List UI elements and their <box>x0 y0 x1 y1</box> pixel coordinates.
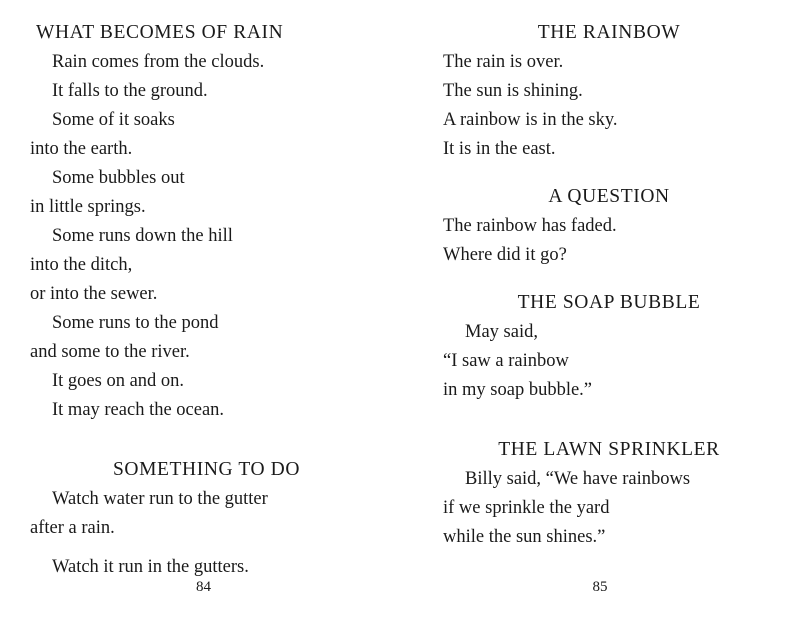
text-line: or into the sewer. <box>30 284 158 304</box>
text-line: A rainbow is in the sky. <box>443 110 618 130</box>
section-heading: SOMETHING TO DO <box>112 459 301 480</box>
section-heading: THE LAWN SPRINKLER <box>498 439 720 460</box>
section-heading: A QUESTION <box>548 186 670 207</box>
text-line: Watch water run to the gutter <box>52 489 268 509</box>
text-line: in my soap bubble.” <box>443 380 593 400</box>
text-line: after a rain. <box>30 518 115 538</box>
section-what-becomes-of-rain <box>30 22 383 425</box>
section-heading: THE RAINBOW <box>537 22 681 43</box>
section-the-rainbow <box>443 22 775 164</box>
page-number-right: 85 <box>592 579 608 595</box>
text-line: It may reach the ocean. <box>52 400 225 420</box>
text-line: It goes on and on. <box>52 371 185 391</box>
text-line: The rain is over. <box>443 52 564 72</box>
text-line: It falls to the ground. <box>52 81 208 101</box>
text-line: Some runs to the pond <box>52 313 219 333</box>
section-spacer <box>30 425 383 459</box>
text-line: “I saw a rainbow <box>443 351 569 371</box>
text-line: Some bubbles out <box>52 168 185 188</box>
text-line: Rain comes from the clouds. <box>52 52 265 72</box>
section-spacer <box>443 270 775 292</box>
section-a-question <box>443 186 775 270</box>
text-line: It is in the east. <box>443 139 556 159</box>
text-line: The rainbow has faded. <box>443 216 617 236</box>
text-line: into the ditch, <box>30 255 133 275</box>
page-number-left: 84 <box>196 579 211 595</box>
text-line: May said, <box>465 322 538 342</box>
text-line: and some to the river. <box>30 342 190 362</box>
left-page <box>0 0 397 618</box>
text-line: into the earth. <box>30 139 133 159</box>
section-spacer <box>443 164 775 186</box>
text-line: Watch it run in the gutters. <box>52 557 249 577</box>
text-line: Some of it soaks <box>52 110 175 130</box>
text-line: while the sun shines.” <box>443 527 606 547</box>
text-line: Billy said, “We have rainbows <box>465 469 691 489</box>
text-line: Where did it go? <box>443 245 567 265</box>
text-line: if we sprinkle the yard <box>443 498 610 518</box>
text-line: Some runs down the hill <box>52 226 233 246</box>
section-heading: THE SOAP BUBBLE <box>517 292 701 313</box>
section-heading: WHAT BECOMES OF RAIN <box>36 22 284 43</box>
section-the-lawn-sprinkler <box>443 439 775 552</box>
text-line: The sun is shining. <box>443 81 583 101</box>
right-page <box>397 0 795 618</box>
text-line: in little springs. <box>30 197 146 217</box>
line-spacer <box>30 543 383 553</box>
section-something-to-do <box>30 459 383 582</box>
section-the-soap-bubble <box>443 292 775 405</box>
section-spacer <box>443 405 775 439</box>
